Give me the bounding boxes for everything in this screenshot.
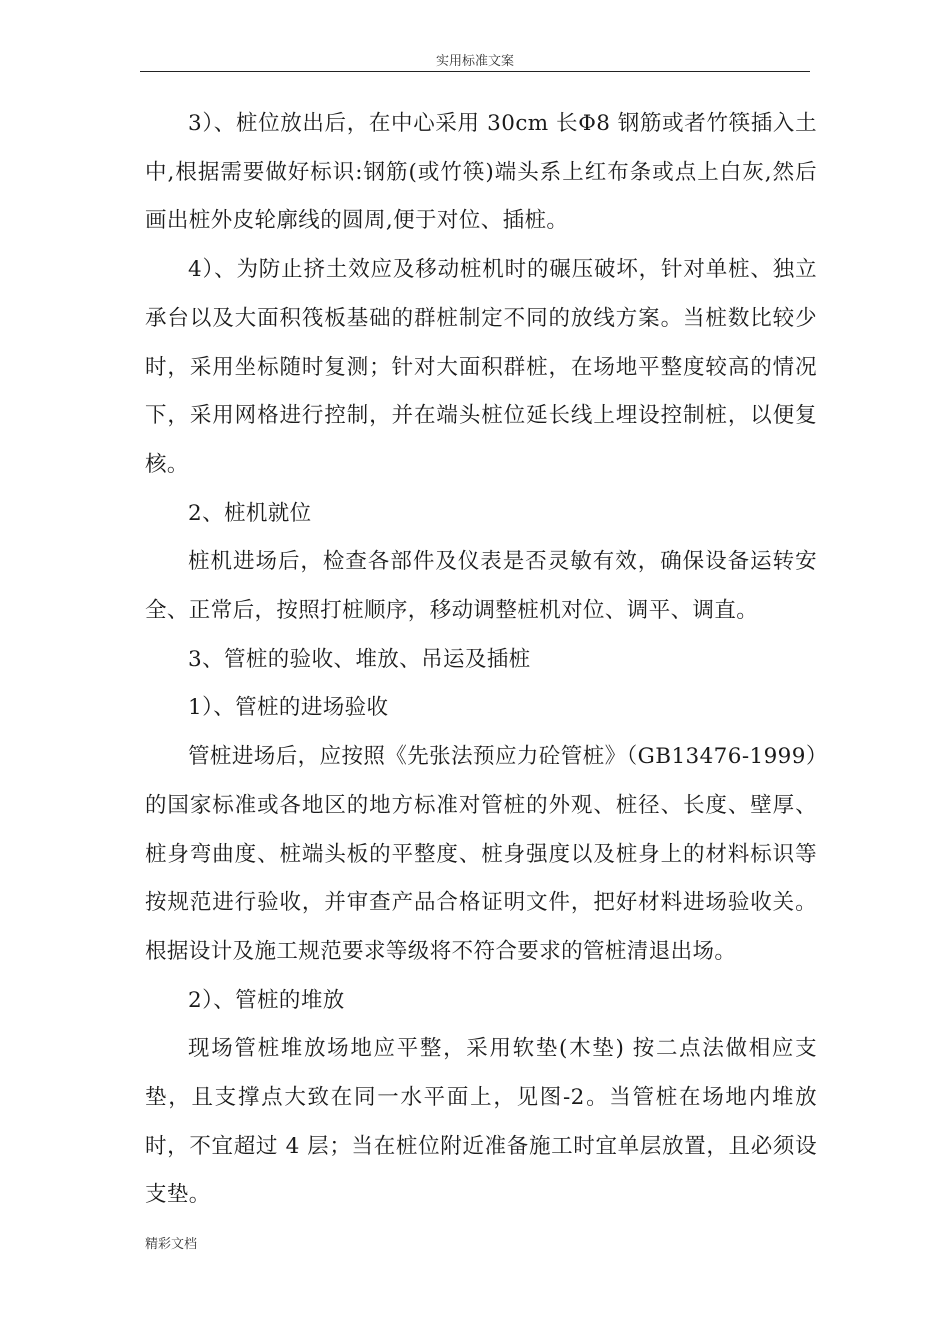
subsection-heading-stacking: 2）、管桩的堆放: [188, 987, 345, 1013]
page-footer: 精彩文档: [145, 1237, 198, 1252]
header-divider: [140, 71, 810, 72]
subsection-heading-acceptance: 1）、管桩的进场验收: [188, 695, 389, 721]
paragraph-stake-marking: 3）、桩位放出后，在中心采用 30cm 长Φ8 钢筋或者竹筷插入土中,根据需要做好标识:钢筋(或竹筷)端头系上红布条或点上白灰,然后画出桩外皮轮廓线的圆周,便于对位、插桩。: [145, 111, 817, 234]
document-body: [145, 100, 817, 1220]
paragraph-layout-plan: 4）、为防止挤土效应及移动桩机时的碾压破坏，针对单桩、独立承台以及大面积筏板基础的群桩制定不同的放线方案。当桩数比较少时，采用坐标随时复测；针对大面积群桩，在场地平整度较高的情况下，采用网格进行控制，并在端头桩位延长线上埋设控制桩，以便复核。: [145, 257, 817, 477]
page-header: 实用标准文案: [435, 54, 514, 69]
paragraph-acceptance: 管桩进场后，应按照《先张法预应力砼管桩》（GB13476-1999）的国家标准或各地区的地方标准对管桩的外观、桩径、长度、壁厚、桩身弯曲度、桩端头板的平整度、桩身强度以及桩身上的材料标识等按规范进行验收，并审查产品合格证明文件，把好材料进场验收关。根据设计及施工规范要求等级将不符合要求的管桩清退出场。: [145, 744, 817, 964]
paragraph-pile-machine: 桩机进场后，检查各部件及仪表是否灵敏有效，确保设备运转安全、正常后，按照打桩顺序，移动调整桩机对位、调平、调直。: [145, 549, 817, 624]
section-heading-pile-machine: 2、桩机就位: [188, 500, 312, 526]
paragraph-stacking: 现场管桩堆放场地应平整，采用软垫(木垫) 按二点法做相应支垫，且支撑点大致在同一水平面上，见图-2。当管桩在场地内堆放时，不宜超过 4 层；当在桩位附近准备施工时宜单层放置，且必须设支垫。: [145, 1036, 817, 1208]
section-heading-pipe-pile: 3、管桩的验收、堆放、吊运及插桩: [188, 646, 531, 672]
